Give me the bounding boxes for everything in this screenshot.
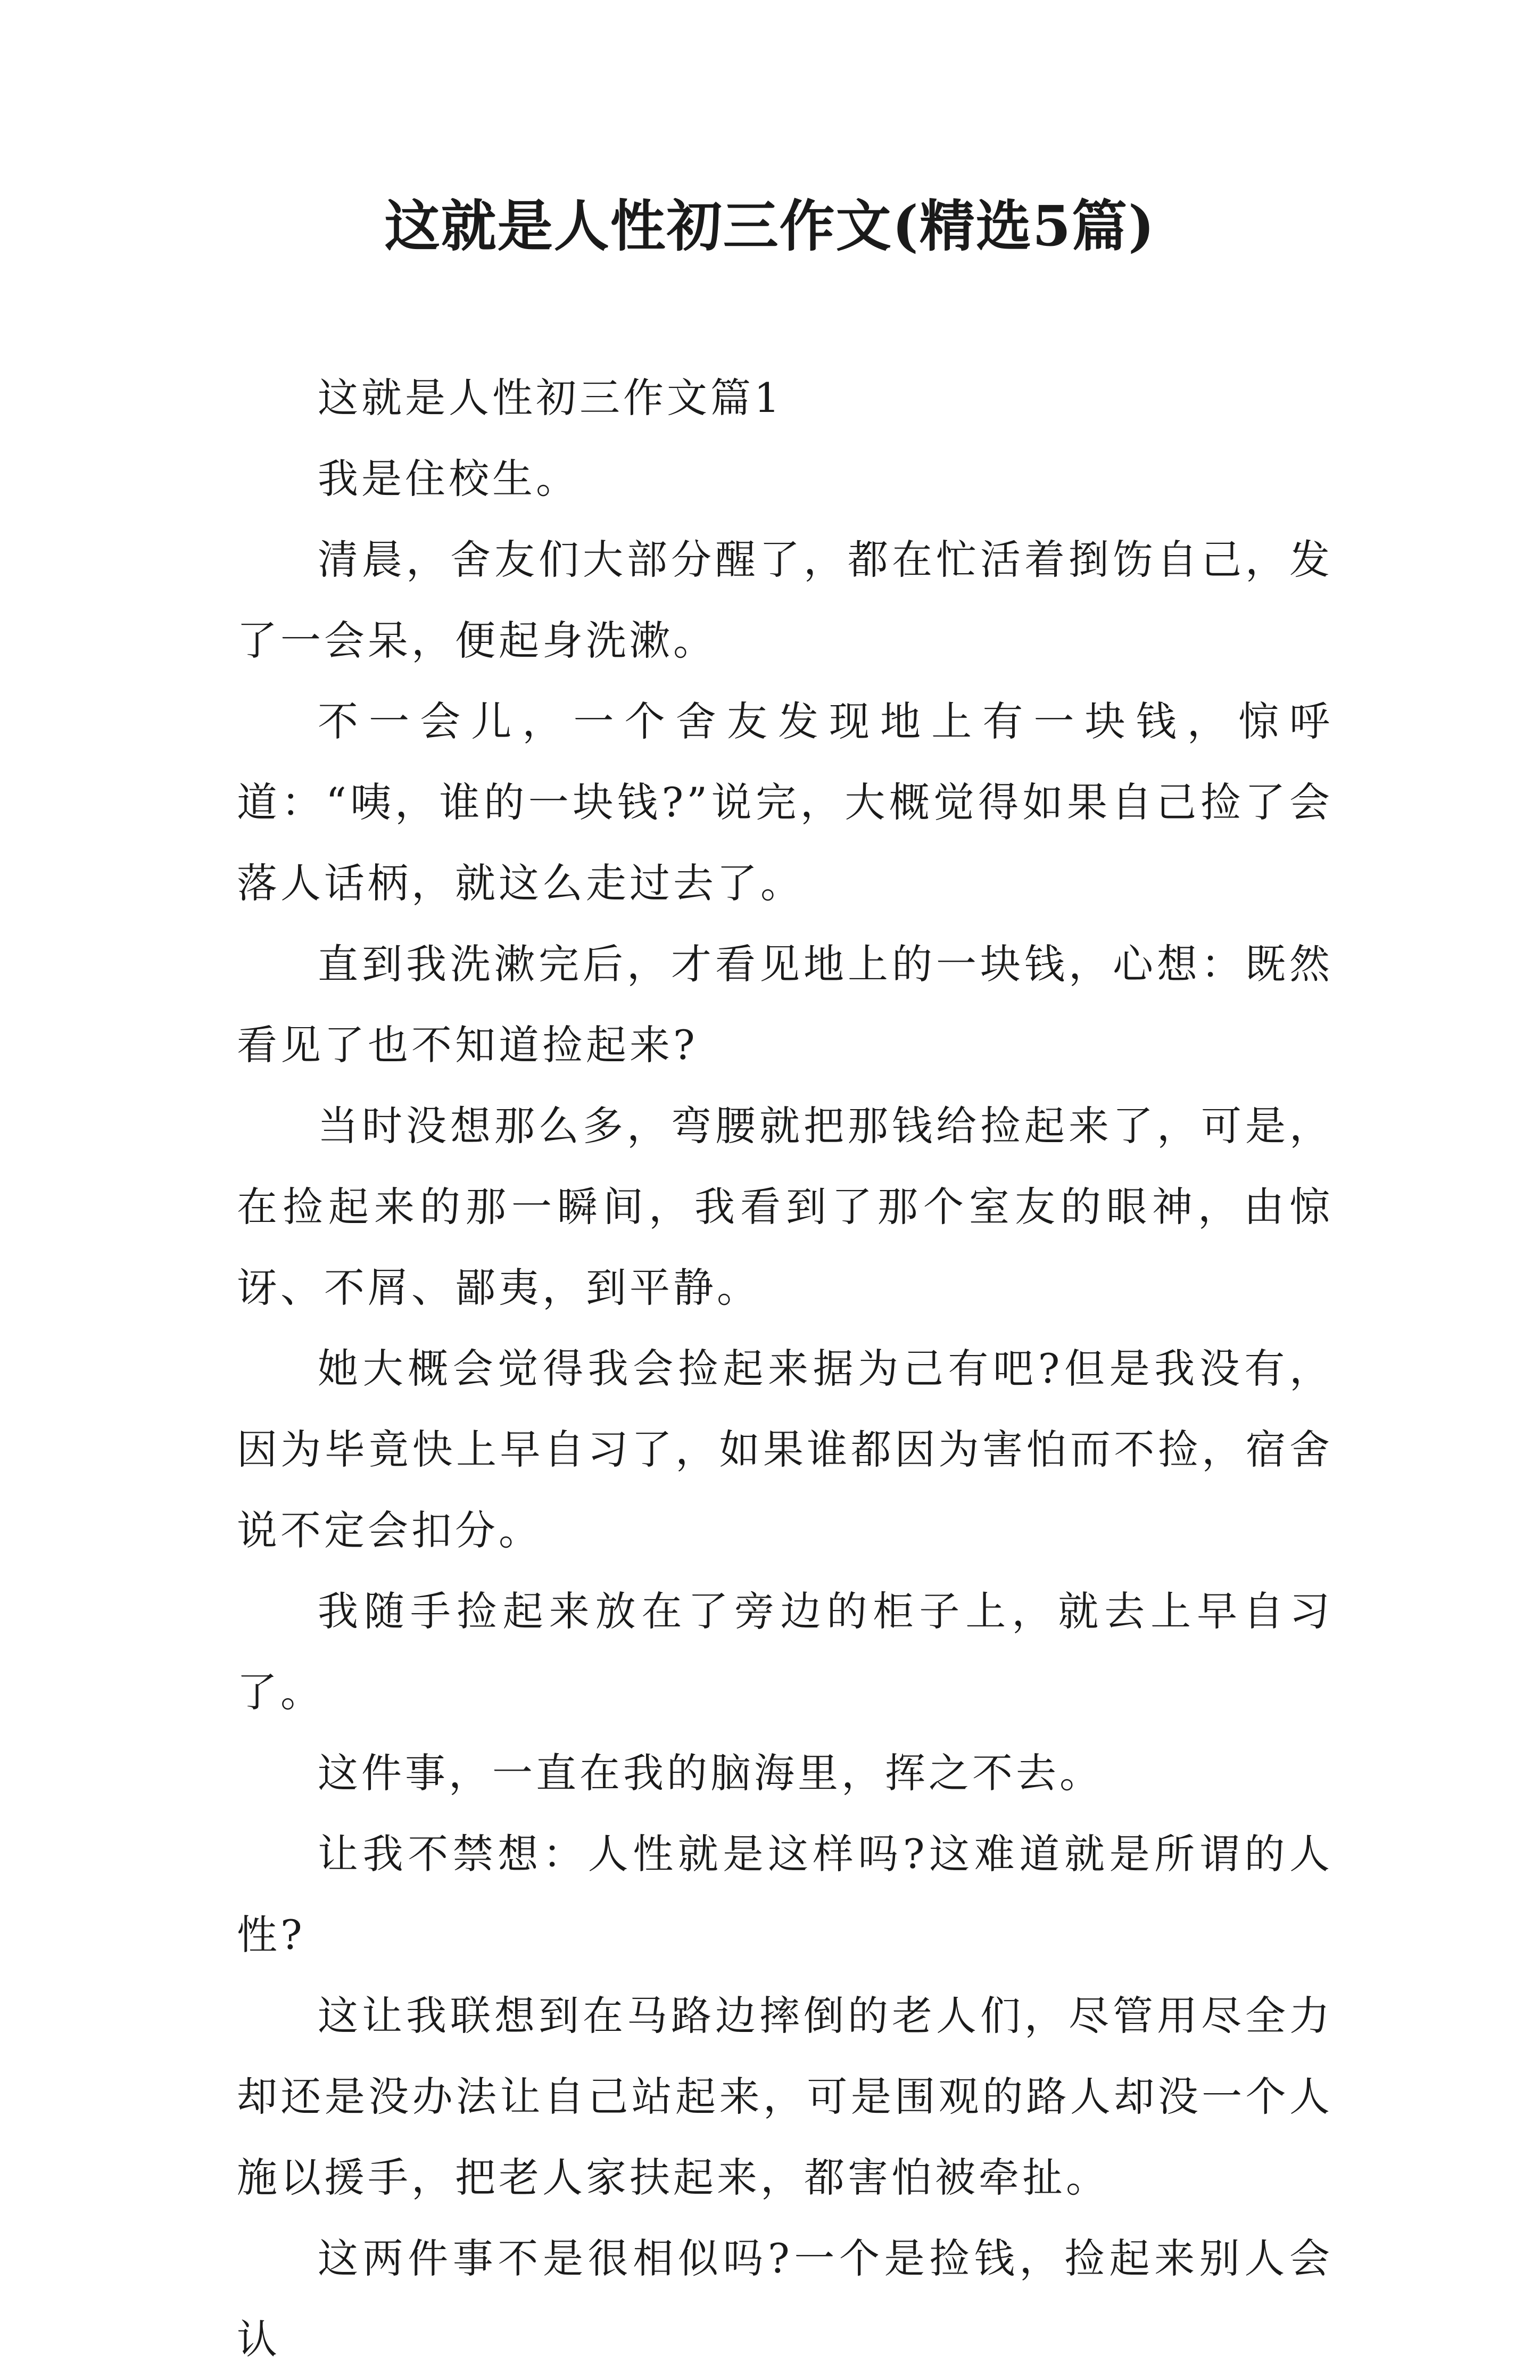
paragraph: 我随手捡起来放在了旁边的柜子上，就去上早自习了。 — [237, 1588, 1333, 1716]
paragraph: 让我不禁想：人性就是这样吗?这难道就是所谓的人性? — [237, 1830, 1333, 1958]
paragraph: 当时没想那么多，弯腰就把那钱给捡起来了，可是，在捡起来的那一瞬间，我看到了那个室友的眼神，由惊讶、不屑、鄙夷，到平静。 — [237, 1102, 1333, 1311]
paragraph: 这件事，一直在我的脑海里，挥之不去。 — [318, 1749, 1103, 1797]
paragraph: 清晨，舍友们大部分醒了，都在忙活着捯饬自己，发了一会呆，便起身洗漱。 — [237, 536, 1333, 664]
paragraph: 她大概会觉得我会捡起来据为己有吧?但是我没有，因为毕竟快上早自习了，如果谁都因为害怕而不捡，宿舍说不定会扣分。 — [237, 1345, 1333, 1554]
paragraph: 不一会儿，一个舍友发现地上有一块钱，惊呼道：“咦，谁的一块钱?”说完，大概觉得如果自己捡了会落人话柄，就这么走过去了。 — [237, 698, 1333, 907]
document-title: 这就是人性初三作文(精选5篇) — [384, 193, 1156, 259]
paragraph: 直到我洗漱完后，才看见地上的一块钱，心想：既然看见了也不知道捡起来? — [237, 940, 1333, 1069]
paragraph: 这两件事不是很相似吗?一个是捡钱，捡起来别人会认 — [237, 2235, 1333, 2363]
paragraph: 我是住校生。 — [318, 455, 579, 502]
document-body — [237, 358, 1333, 2380]
section-heading: 这就是人性初三作文篇1 — [318, 374, 783, 422]
paragraph: 这让我联想到在马路边摔倒的老人们，尽管用尽全力却还是没办法让自己站起来，可是围观的路人却没一个人施以援手，把老人家扶起来，都害怕被牵扯。 — [237, 1992, 1333, 2201]
